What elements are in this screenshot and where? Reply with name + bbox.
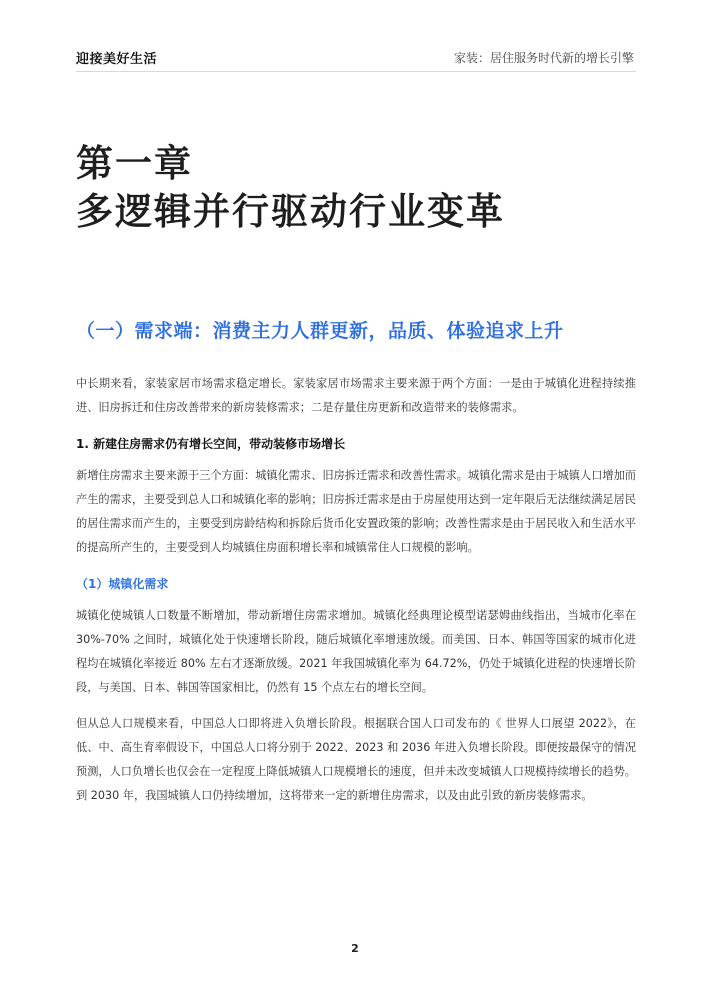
page-header xyxy=(0,0,710,80)
report-title: 家装：居住服务时代新的增长引擎 xyxy=(453,51,634,65)
intro-paragraph: 中长期来看，家装家居市场需求稳定增长。家装家居市场需求主要来源于两个方面：一是由于城镇化进程持续推进、旧房拆迁和住房改善带来的新房装修需求；二是存量住房更新和改造带来的装修需求。 xyxy=(76,377,636,414)
chapter-title xyxy=(76,140,505,236)
section-heading: （一）需求端：消费主力人群更新，品质、体验追求上升 xyxy=(76,320,564,342)
chapter-name: 多逻辑并行驱动行业变革 xyxy=(76,190,505,233)
chapter-number: 第一章 xyxy=(76,142,193,185)
subsection-heading: 1. 新建住房需求仍有增长空间，带动装修市场增长 xyxy=(76,437,346,451)
subsection-paragraph: 新增住房需求主要来源于三个方面：城镇化需求、旧房拆迁需求和改善性需求。城镇化需求是由于城镇人口增加而产生的需求，主要受到总人口和城镇化率的影响；旧房拆迁需求是由于房屋使用达到一定年限后无法继续满足居民的居住需求而产生的，主要受到房龄结构和拆除后货币化安置政策的影响；改善性需求是由于居民收入和生活水平的提高所产生的，主要受到人均城镇住房面积增长率和城镇常住人口规模的影响。 xyxy=(76,469,636,554)
sub-subsection-heading: （1）城镇化需求 xyxy=(76,577,169,591)
page-number: 2 xyxy=(351,942,359,955)
body-content xyxy=(76,372,636,820)
population-paragraph: 但从总人口规模来看，中国总人口即将进入负增长阶段。根据联合国人口司发布的《 世界人口展望 2022》，在低、中、高生育率假设下，中国总人口将分别于 2022、2023 和 2036 年进入负增长阶段。即便按最保守的情况预测，人口负增长也仅会在一定程度上降低城镇人口规模增长的速度，但并未改变城镇人口规模持续增长的趋势。到 2030 年，我国城镇人口仍持续增加，这将带来一定的新增住房需求，以及由此引致的新房装修需求。 xyxy=(76,717,636,802)
header-divider xyxy=(76,71,636,72)
urbanization-paragraph: 城镇化使城镇人口数量不断增加，带动新增住房需求增加。城镇化经典理论模型诺瑟姆曲线指出，当城市化率在 30%-70% 之间时，城镇化处于快速增长阶段，随后城镇化率增速放缓。而美国、日本、韩国等国家的城市化进程均在城镇化率接近 80% 左右才逐渐放缓。2021 年我国城镇化率为 64.72%，仍处于城镇化进程的快速增长阶段，与美国、日本、韩国等国家相比，仍然有 15 个点左右的增长空间。 xyxy=(76,609,636,694)
brand-logo-text: 迎接美好生活 xyxy=(76,52,158,67)
